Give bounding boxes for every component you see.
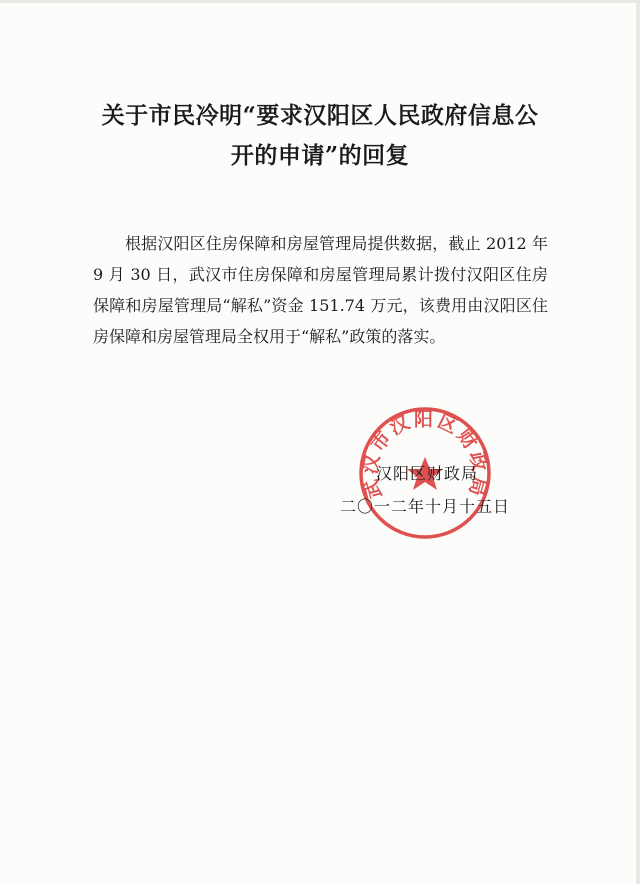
title-line-2: 开的申请”的回复 [230,142,410,169]
scan-edge-right [636,0,640,884]
signatory: 汉阳区财政局 [376,464,479,483]
scan-edge-top [0,0,640,3]
title-line-1: 关于市民冷明“要求汉阳区人民政府信息公 [101,102,539,129]
svg-text:武汉市汉阳区财政局 [358,408,491,501]
seal-text: 武汉市汉阳区财政局 [359,408,491,502]
document-date: 二〇一二年十月十五日 [340,497,511,516]
body-paragraph: 根据汉阳区住房保障和房屋管理局提供数据，截止 2012 年 9 月 30 日，武汉市住房保障和房屋管理局累计拨付汉阳区住房保障和房屋管理局“解私”资金 151.74 万元，该费用由汉阳区住房保障和房屋管理局全权用于“解私”政策的落实。 [93,234,548,346]
document-title [60,96,580,176]
